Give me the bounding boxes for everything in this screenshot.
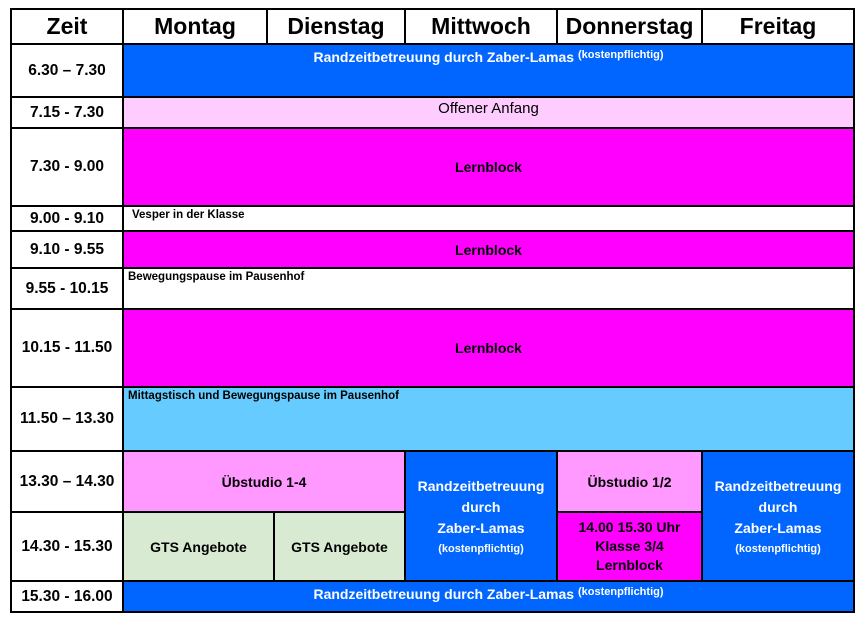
time-slot: 10.15 - 11.50 bbox=[10, 308, 124, 388]
uebstudio-1-2: Übstudio 1/2 bbox=[556, 450, 703, 513]
klasse34-line: Lernblock bbox=[596, 557, 663, 573]
header-dienstag: Dienstag bbox=[266, 8, 406, 45]
lernblock-1: Lernblock bbox=[122, 127, 855, 207]
randzeit-label: Randzeitbetreuung durch Zaber-Lamas bbox=[313, 586, 575, 602]
randzeit-note: (kostenpflichtig) bbox=[577, 49, 664, 61]
header-montag: Montag bbox=[122, 8, 268, 45]
time-slot: 7.30 - 9.00 bbox=[10, 127, 124, 207]
randzeit-line: durch bbox=[758, 499, 798, 515]
mittagstisch-block: Mittagstisch und Bewegungspause im Pausenhof bbox=[122, 386, 855, 452]
randzeit-line: Zaber-Lamas bbox=[437, 520, 525, 536]
uebstudio-1-4: Übstudio 1-4 bbox=[122, 450, 406, 513]
time-slot: 14.30 - 15.30 bbox=[10, 511, 124, 582]
header-donnerstag: Donnerstag bbox=[556, 8, 703, 45]
randzeit-line: Randzeitbetreuung bbox=[417, 478, 545, 494]
time-slot: 9.00 - 9.10 bbox=[10, 205, 124, 232]
randzeit-freitag-block bbox=[701, 450, 855, 582]
bewegungspause-block: Bewegungspause im Pausenhof bbox=[122, 267, 855, 310]
gts-dienstag: GTS Angebote bbox=[273, 511, 406, 582]
vesper-block: Vesper in der Klasse bbox=[122, 205, 855, 232]
time-slot: 15.30 - 16.00 bbox=[10, 580, 124, 613]
time-slot: 6.30 – 7.30 bbox=[10, 43, 124, 98]
offener-anfang-block: Offener Anfang bbox=[122, 96, 855, 129]
time-slot: 13.30 – 14.30 bbox=[10, 450, 124, 513]
randzeit-note: (kostenpflichtig) bbox=[577, 586, 664, 598]
klasse34-line: 14.00 15.30 Uhr bbox=[578, 519, 681, 535]
randzeit-note: (kostenpflichtig) bbox=[438, 543, 524, 555]
randzeit-evening-block bbox=[122, 580, 855, 613]
gts-montag: GTS Angebote bbox=[122, 511, 275, 582]
randzeit-line: Zaber-Lamas bbox=[734, 520, 822, 536]
randzeit-line: Randzeitbetreuung bbox=[714, 478, 842, 494]
time-slot: 9.10 - 9.55 bbox=[10, 230, 124, 269]
time-slot: 11.50 – 13.30 bbox=[10, 386, 124, 452]
time-slot: 9.55 - 10.15 bbox=[10, 267, 124, 310]
lernblock-3: Lernblock bbox=[122, 308, 855, 388]
lernblock-2: Lernblock bbox=[122, 230, 855, 269]
klasse-3-4-lernblock bbox=[556, 511, 703, 582]
randzeit-morning-block bbox=[122, 43, 855, 98]
klasse34-line: Klasse 3/4 bbox=[595, 538, 664, 554]
randzeit-line: durch bbox=[461, 499, 501, 515]
randzeit-mittwoch-block bbox=[404, 450, 558, 582]
header-freitag: Freitag bbox=[701, 8, 855, 45]
header-mittwoch: Mittwoch bbox=[404, 8, 558, 45]
randzeit-label: Randzeitbetreuung durch Zaber-Lamas bbox=[313, 49, 575, 65]
time-slot: 7.15 - 7.30 bbox=[10, 96, 124, 129]
header-zeit: Zeit bbox=[10, 8, 124, 45]
randzeit-note: (kostenpflichtig) bbox=[735, 543, 821, 555]
